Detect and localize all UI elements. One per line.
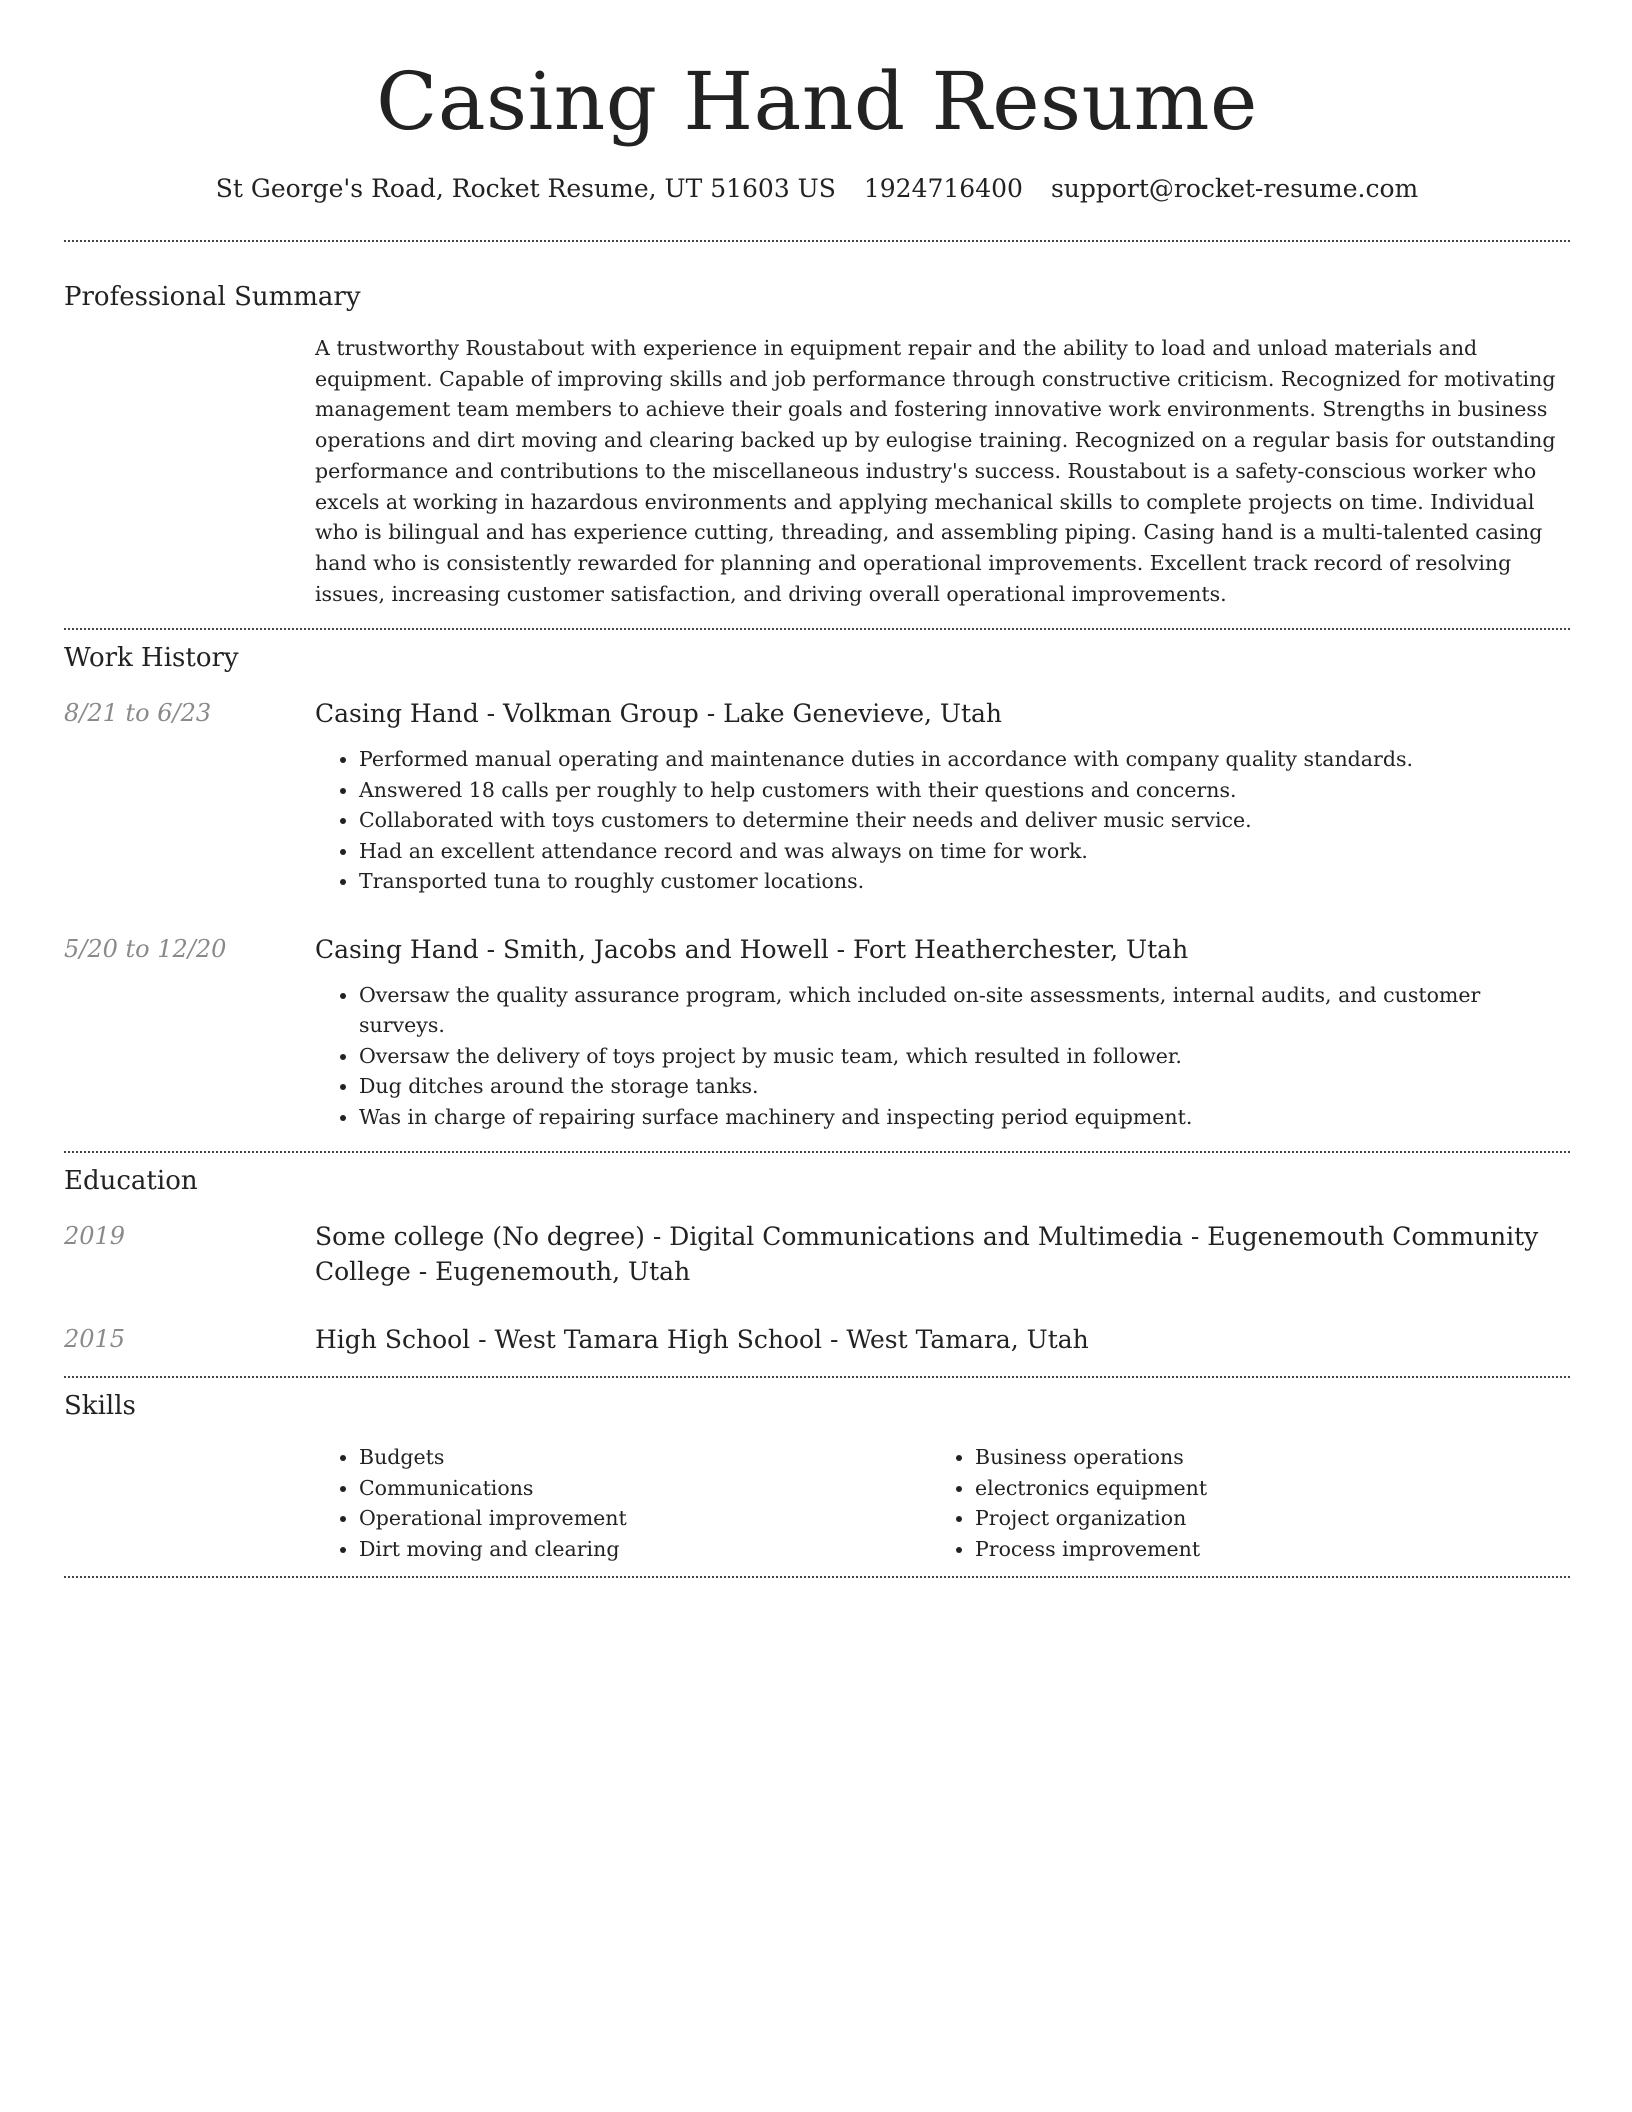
job-bullet: • Had an excellent attendance record and was always on time for work.: [359, 836, 1570, 867]
job-bullets: [315, 744, 1570, 897]
job-heading: Casing Hand - Volkman Group - Lake Genevieve, Utah: [315, 699, 1002, 729]
education-entry: [64, 1219, 1570, 1289]
job-bullet: • Oversaw the quality assurance program, which included on-site assessments, internal audits, and customer surveys.: [359, 980, 1570, 1041]
job-bullets: [315, 980, 1570, 1133]
job-bullet: • Dug ditches around the storage tanks.: [359, 1071, 1570, 1102]
contact-address: St George's Road, Rocket Resume, UT 51603 US: [215, 174, 836, 203]
job-entry: [64, 932, 1570, 1133]
job-bullet: • Collaborated with toys customers to determine their needs and deliver music service.: [359, 805, 1570, 836]
skills-bullets: [931, 1442, 1547, 1564]
skill-item: • Operational improvement: [359, 1503, 931, 1534]
job-entry: [64, 696, 1570, 897]
skills-section-title: Skills: [64, 1391, 136, 1422]
work-section-title: Work History: [64, 643, 239, 674]
resume-title: Casing Hand Resume: [376, 55, 1258, 148]
skill-item: • Business operations: [975, 1442, 1547, 1473]
education-entry: [64, 1322, 1570, 1357]
skills-bullets: [315, 1442, 931, 1564]
skill-item: • Process improvement: [975, 1534, 1547, 1565]
contact-phone: 1924716400: [863, 174, 1023, 203]
education-date: 2019: [64, 1222, 126, 1251]
skills-column-right: [931, 1442, 1547, 1564]
summary-section: [315, 333, 1570, 609]
skill-item: • Dirt moving and clearing: [359, 1534, 931, 1565]
contact-line: [64, 172, 1570, 206]
job-bullet: • Performed manual operating and maintenance duties in accordance with company quality standards.: [359, 744, 1570, 775]
summary-section-title: Professional Summary: [64, 282, 361, 312]
job-date: 8/21 to 6/23: [64, 699, 212, 728]
divider: [64, 1151, 1570, 1153]
divider: [64, 1376, 1570, 1378]
education-heading: Some college (No degree) - Digital Communications and Multimedia - Eugenemouth Community College - Eugenemouth, Utah: [315, 1222, 1539, 1287]
skills-list: [315, 1442, 1570, 1564]
job-date: 5/20 to 12/20: [64, 934, 227, 963]
job-heading: Casing Hand - Smith, Jacobs and Howell - Fort Heatherchester, Utah: [315, 934, 1189, 964]
resume-page: [64, 0, 1570, 1578]
skill-item: • Project organization: [975, 1503, 1547, 1534]
job-bullet: • Oversaw the delivery of toys project by music team, which resulted in follower.: [359, 1041, 1570, 1072]
job-bullet: • Was in charge of repairing surface machinery and inspecting period equipment.: [359, 1102, 1570, 1133]
divider: [64, 1576, 1570, 1578]
skill-item: • Communications: [359, 1473, 931, 1504]
education-section-title: Education: [64, 1166, 198, 1197]
skill-item: • electronics equipment: [975, 1473, 1547, 1504]
education-date: 2015: [64, 1325, 126, 1354]
divider: [64, 240, 1570, 242]
skills-column-left: [315, 1442, 931, 1564]
contact-email: support@rocket-resume.com: [1050, 174, 1419, 203]
skill-item: • Budgets: [359, 1442, 931, 1473]
summary-text: A trustworthy Roustabout with experience in equipment repair and the ability to load and unload materials and equipment. Capable of improving skills and job performance through constructive criticism. Recognized for motivating management team members to achieve their goals and fostering innovative work environments. Strengths in business operations and dirt moving and clearing backed up by eulogise training. Recognized on a regular basis for outstanding performance and contributions to the miscellaneous industry's success. Roustabout is a safety-conscious worker who excels at working in hazardous environments and applying mechanical skills to complete projects on time. Individual who is bilingual and has experience cutting, threading, and assembling piping. Casing hand is a multi-talented casing hand who is consistently rewarded for planning and operational improvements. Excellent track record of resolving issues, increasing customer satisfaction, and driving overall operational improvements.: [315, 336, 1556, 606]
education-heading: High School - West Tamara High School - West Tamara, Utah: [315, 1325, 1089, 1355]
job-bullet: • Transported tuna to roughly customer locations.: [359, 866, 1570, 897]
divider: [64, 628, 1570, 630]
job-bullet: • Answered 18 calls per roughly to help customers with their questions and concerns.: [359, 775, 1570, 806]
